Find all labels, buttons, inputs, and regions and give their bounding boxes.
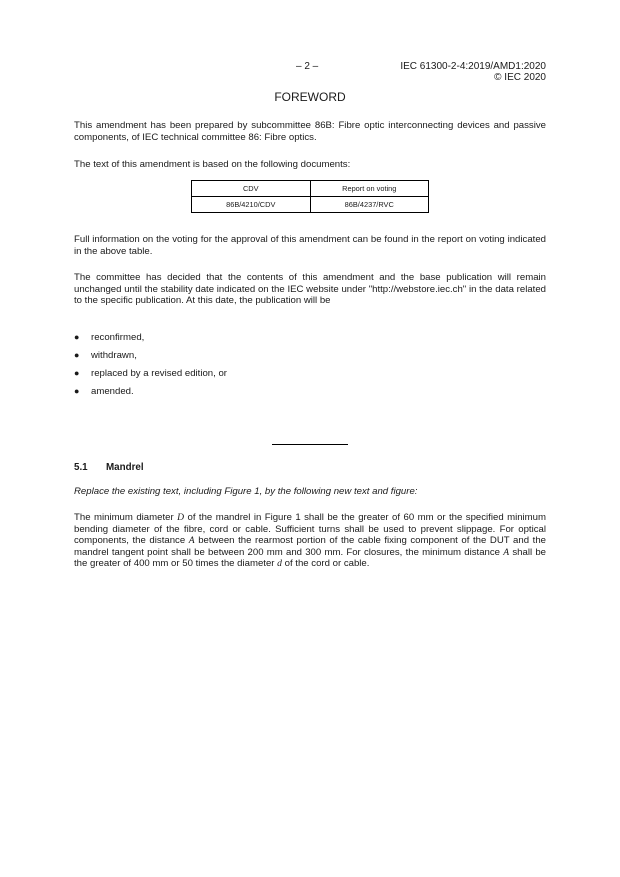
symbol-A: A [188,535,195,546]
page-number: – 2 – [296,61,319,72]
foreword-paragraph-3: Full information on the voting for the approval of this amendment can be found in the report on voting indicated in the above table. [74,234,546,257]
section-title: Mandrel [106,462,144,473]
mandrel-paragraph: The minimum diameter D of the mandrel in Figure 1 shall be the greater of 60 mm or the specified minimum bending diameter of the fibre, cord or cable. Sufficient turns shall be used to prevent slippage. For optical components, the distance A between the rearmost portion of the cable fixing component of the DUT and the mandrel tangent point shall be between 200 mm and 300 mm. For closures, the minimum distance A shall be the greater of 400 mm or 50 times the diameter d of the cord or cable. [74,512,547,569]
bullet-icon: ● [74,350,80,360]
document-id: IEC 61300-2-4:2019/AMD1:2020 [400,61,546,72]
copyright: © IEC 2020 [494,72,546,83]
bullet-icon: ● [74,368,80,378]
section-number: 5.1 [74,462,88,473]
amendment-instruction: Replace the existing text, including Figure 1, by the following new text and figure: [74,486,418,497]
foreword-paragraph-4: The committee has decided that the contents of this amendment and the base publication will remain unchanged until the stability date indicated on the IEC website under "http://webstore.iec.ch" in the data related to the specific publication. At this date, the publication will be [74,272,546,306]
table-header-row [192,181,429,197]
foreword-paragraph-2: The text of this amendment is based on the following documents: [74,159,351,170]
bullet-icon: ● [74,386,80,396]
list-item: ● withdrawn, [74,350,137,361]
list-item: ● amended. [74,386,134,397]
table-cell-cdv: 86B/4210/CDV [192,197,311,213]
foreword-title: FOREWORD [274,90,346,104]
section-divider [272,444,348,445]
symbol-D: D [177,512,185,523]
table-cell-rvc: 86B/4237/RVC [310,197,429,213]
symbol-A: A [503,546,510,558]
table-header-voting: Report on voting [310,181,429,197]
foreword-paragraph-1: This amendment has been prepared by subcommittee 86B: Fibre optic interconnecting devices and passive components, of IEC technical committee 86: Fibre optics. [74,120,546,143]
documents-table [191,180,429,213]
table-row [192,197,429,213]
list-item: ● replaced by a revised edition, or [74,368,227,379]
bullet-icon: ● [74,332,80,342]
list-item: ● reconfirmed, [74,332,145,343]
symbol-d: d [277,558,282,569]
table-header-cdv: CDV [192,181,311,197]
